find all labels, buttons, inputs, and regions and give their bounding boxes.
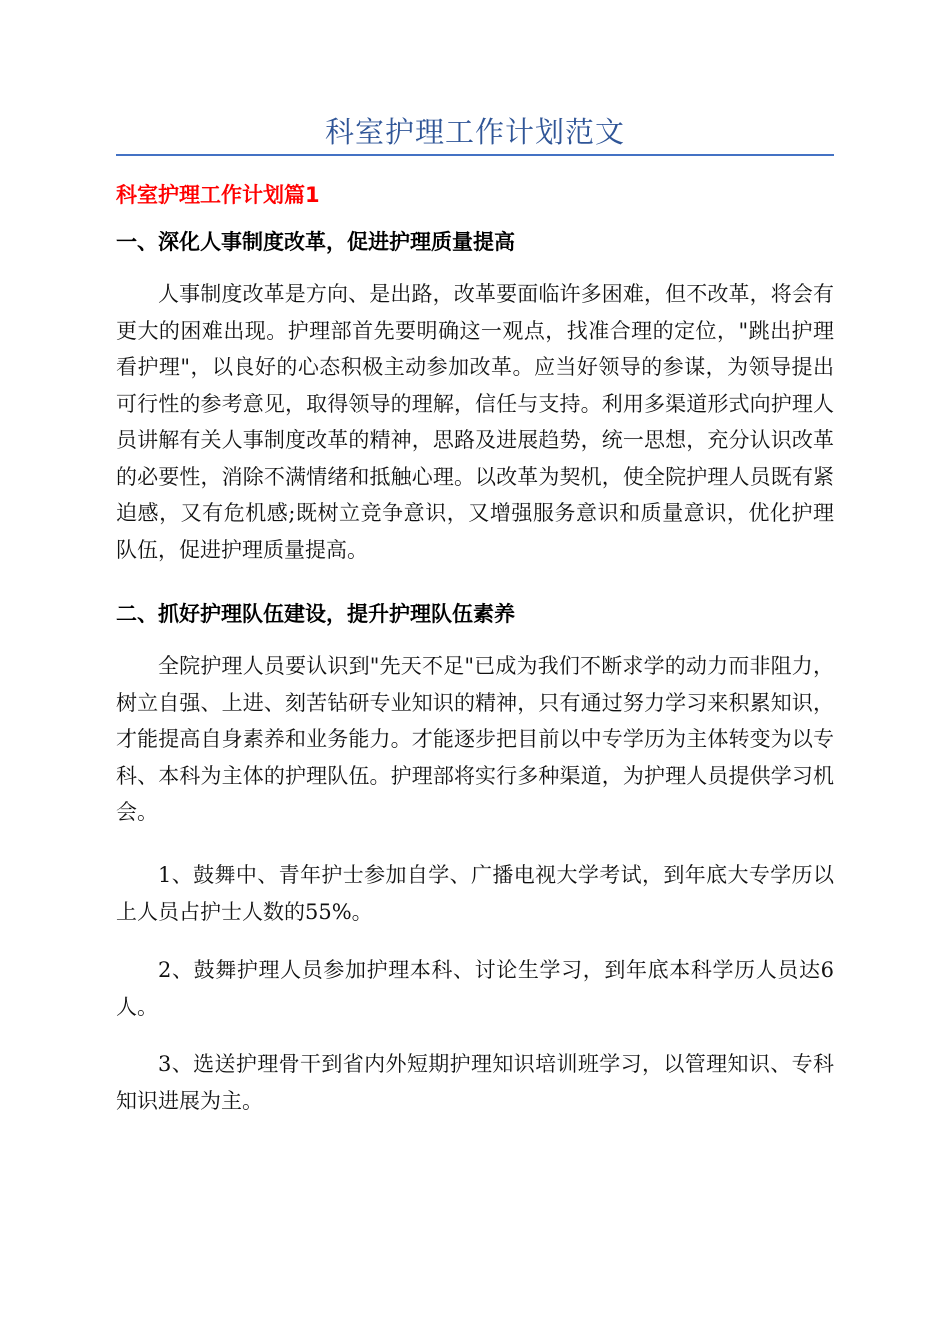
section-2-item-3: 3、选送护理骨干到省内外短期护理知识培训班学习，以管理知识、专科知识进展为主。 (116, 1052, 834, 1113)
title-underline (116, 154, 834, 156)
section-2-item-2: 2、鼓舞护理人员参加护理本科、讨论生学习，到年底本科学历人员达6人。 (116, 958, 834, 1019)
section-1-paragraph-1: 人事制度改革是方向、是出路，改革要面临许多困难，但不改革，将会有更大的困难出现。护理部首先要明确这一观点，找准合理的定位，"跳出护理看护理"，以良好的心态积极主动参加改革。应当好领导的参谋，为领导提出可行性的参考意见，取得领导的理解，信任与支持。利用多渠道形式向护理人员讲解有关人事制度改革的精神，思路及进展趋势，统一思想，充分认识改革的必要性，消除不满情绪和抵触心理。以改革为契机，使全院护理人员既有紧迫感，又有危机感;既树立竞争意识，又增强服务意识和质量意识，优化护理队伍，促进护理质量提高。 (116, 282, 834, 562)
section-heading-2: 二、抓好护理队伍建设，提升护理队伍素养 (116, 602, 515, 626)
document-title: 科室护理工作计划范文 (324, 115, 625, 149)
section-2-item-1: 1、鼓舞中、青年护士参加自学、广播电视大学考试，到年底大专学历以上人员占护士人数的55%。 (116, 863, 834, 924)
section-heading-1: 一、深化人事制度改革，促进护理质量提高 (116, 230, 515, 254)
plan-heading: 科室护理工作计划篇1 (116, 183, 320, 207)
section-2-paragraph-1: 全院护理人员要认识到"先天不足"已成为我们不断求学的动力而非阻力，树立自强、上进、刻苦钻研专业知识的精神，只有通过努力学习来积累知识，才能提高自身素养和业务能力。才能逐步把目前以中专学历为主体转变为以专科、本科为主体的护理队伍。护理部将实行多种渠道，为护理人员提供学习机会。 (116, 654, 834, 824)
